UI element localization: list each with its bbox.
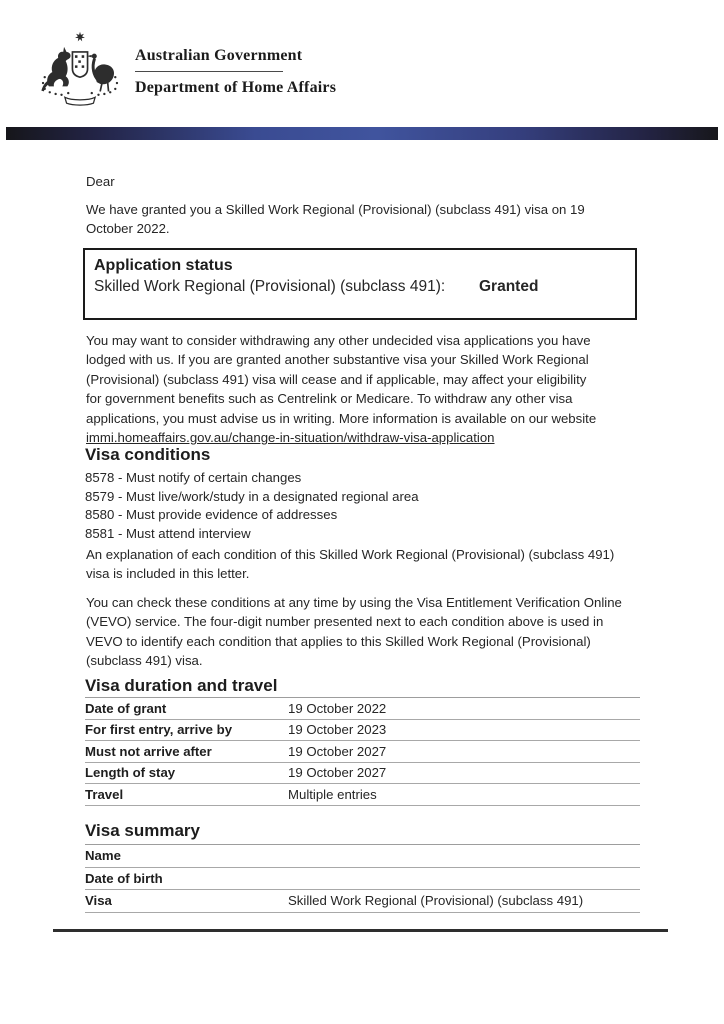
withdraw-paragraph — [86, 331, 596, 447]
visa-duration-heading: Visa duration and travel — [85, 676, 278, 695]
commonwealth-star-icon — [75, 32, 85, 42]
application-status-title: Application status — [94, 257, 233, 274]
application-visa-label: Skilled Work Regional (Provisional) (subclass 491): — [94, 278, 446, 295]
table-row — [85, 784, 640, 806]
intro-line: October 2022. — [86, 221, 170, 237]
visa-duration-table — [85, 697, 640, 806]
header-divider — [135, 71, 283, 72]
vevo-line: VEVO to identify each condition that applies to this Skilled Work Regional (Provisional) — [86, 633, 591, 649]
row-value: Skilled Work Regional (Provisional) (subclass 491) — [288, 893, 584, 909]
explanation-line: An explanation of each condition of this Skilled Work Regional (Provisional) (subclass 491) — [86, 547, 615, 562]
government-title: Australian Government — [135, 47, 303, 64]
vevo-line: (subclass 491) visa. — [86, 653, 203, 669]
withdraw-line: You may want to consider withdrawing any other undecided visa applications you have — [86, 333, 591, 348]
visa-summary-table — [85, 844, 640, 913]
visa-conditions-list — [85, 469, 419, 543]
footer-rule — [53, 929, 668, 932]
withdraw-line: for government benefits such as Centrelink or Medicare. To withdraw any other visa — [86, 391, 573, 407]
table-row — [85, 868, 640, 891]
application-status-row — [94, 277, 626, 298]
header-titles — [135, 47, 395, 97]
intro-paragraph — [86, 200, 585, 239]
row-label: Visa — [85, 893, 112, 909]
withdraw-line: (Provisional) (subclass 491) visa will cease and if applicable, may affect your eligibility — [86, 371, 587, 387]
vevo-line: (VEVO) service. The four-digit number presented next to each condition above is used in — [86, 614, 604, 630]
row-value: 19 October 2022 — [288, 700, 387, 716]
withdraw-application-link[interactable]: immi.homeaffairs.gov.au/change-in-situation/withdraw-visa-application — [86, 430, 495, 446]
condition-item: 8581 - Must attend interview — [85, 525, 251, 541]
table-row — [85, 741, 640, 763]
condition-item: 8579 - Must live/work/study in a designated regional area — [85, 488, 419, 504]
visa-conditions-heading: Visa conditions — [85, 445, 211, 464]
condition-item: 8580 - Must provide evidence of addresses — [85, 507, 338, 523]
withdraw-line: lodged with us. If you are granted another substantive visa your Skilled Work Regional — [86, 352, 589, 368]
row-label: Date of grant — [85, 700, 167, 716]
withdraw-line: applications, you must advise us in writing. More information is available on our website — [86, 410, 597, 426]
row-label: Date of birth — [85, 870, 163, 886]
table-row — [85, 698, 640, 720]
intro-line: We have granted you a Skilled Work Regional (Provisional) (subclass 491) visa on 19 — [86, 202, 585, 217]
row-value: Multiple entries — [288, 786, 377, 802]
explanation-line: visa is included in this letter. — [86, 566, 250, 582]
table-row — [85, 720, 640, 742]
vevo-line: You can check these conditions at any time by using the Visa Entitlement Verification Online — [86, 595, 622, 610]
table-row — [85, 763, 640, 785]
application-status-box — [83, 248, 637, 320]
explanation-paragraph — [86, 545, 614, 584]
visa-summary-heading: Visa summary — [85, 821, 200, 840]
table-row — [85, 845, 640, 868]
row-label: Name — [85, 848, 121, 864]
application-status-value: Granted — [479, 278, 539, 295]
vevo-paragraph — [86, 593, 622, 671]
row-label: Must not arrive after — [85, 743, 212, 759]
row-label: Length of stay — [85, 765, 176, 781]
condition-item: 8578 - Must notify of certain changes — [85, 470, 302, 485]
header-gradient-band — [6, 127, 718, 140]
row-value: 19 October 2023 — [288, 722, 387, 738]
salutation: Dear — [86, 174, 115, 189]
row-label: Travel — [85, 786, 124, 802]
department-title: Department of Home Affairs — [135, 79, 337, 96]
row-label: For first entry, arrive by — [85, 722, 233, 738]
table-row — [85, 890, 640, 913]
australian-coat-of-arms-icon — [38, 30, 122, 115]
row-value: 19 October 2027 — [288, 765, 387, 781]
row-value: 19 October 2027 — [288, 743, 387, 759]
